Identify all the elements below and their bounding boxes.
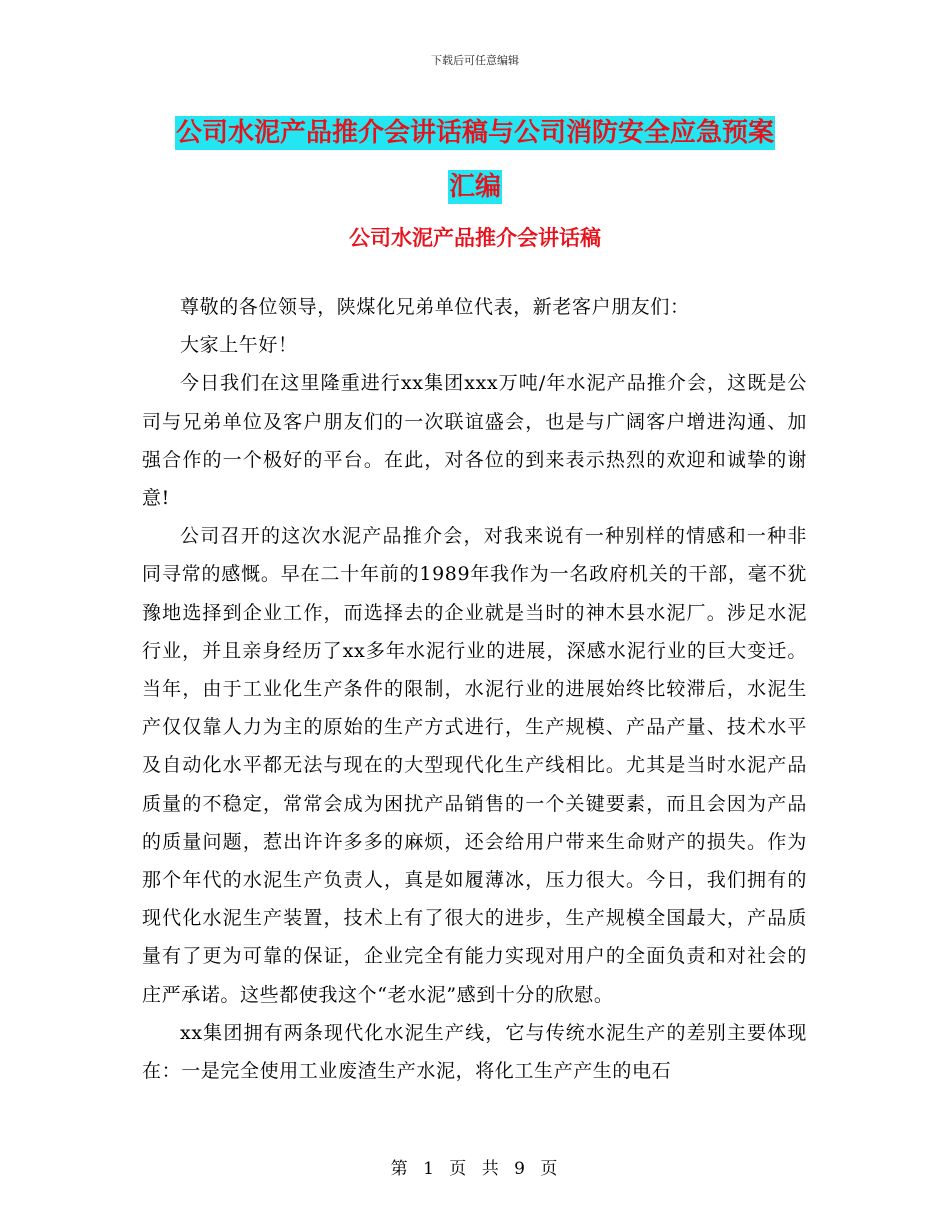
page-number: 第 1 页 共 9 页 — [390, 1159, 560, 1179]
paragraph-greeting: 大家上午好！ — [180, 334, 298, 357]
paragraph-salutation: 尊敬的各位领导，陕煤化兄弟单位代表，新老客户朋友们： — [180, 296, 690, 318]
paragraph-intro: 今日我们在这里隆重进行xx集团xxx万吨/年水泥产品推介会，这既是公司与兄弟单位及客户朋友们的一次联谊盛会，也是与广阔客户增进沟通、加强合作的一个极好的平台。在此，对各位的到来表示热烈的欢迎和诚挚的谢意! — [142, 372, 807, 510]
section-title: 公司水泥产品推介会讲话稿 — [349, 226, 601, 250]
document-title-line-2: 汇编 — [448, 172, 501, 202]
paragraph-history: 公司召开的这次水泥产品推介会，对我来说有一种别样的情感和一种非同寻常的感慨。早在二十年前的1989年我作为一名政府机关的干部，毫不犹豫地选择到企业工作，而选择去的企业就是当时的神木县水泥厂。涉足水泥行业，并且亲身经历了xx多年水泥行业的进展，深感水泥行业的巨大变迁。当年，由于工业化生产条件的限制，水泥行业的进展始终比较滞后，水泥生产仅仅靠人力为主的原始的生产方式进行，生产规模、产品产量、技术水平及自动化水平都无法与现在的大型现代化生产线相比。尤其是当时水泥产品质量的不稳定，常常会成为困扰产品销售的一个关键要素，而且会因为产品的质量问题，惹出许许多多的麻烦，还会给用户带来生命财产的损失。作为那个年代的水泥生产负责人，真是如履薄冰，压力很大。今日，我们拥有的现代化水泥生产装置，技术上有了很大的进步，生产规模全国最大，产品质量有了更为可靠的保证，企业完全有能力实现对用户的全面负责和对社会的庄严承诺。这些都使我这个“老水泥”感到十分的欣慰。 — [142, 525, 807, 1006]
document-title — [0, 106, 950, 214]
page-header-note: 下载后可任意编辑 — [431, 54, 519, 67]
paragraph-production-lines: xx集团拥有两条现代化水泥生产线，它与传统水泥生产的差别主要体现在：一是完全使用工业废渣生产水泥，将化工生产产生的电石 — [142, 1021, 807, 1083]
document-body — [142, 288, 807, 1090]
document-title-line-1: 公司水泥产品推介会讲话稿与公司消防安全应急预案 — [175, 118, 774, 148]
